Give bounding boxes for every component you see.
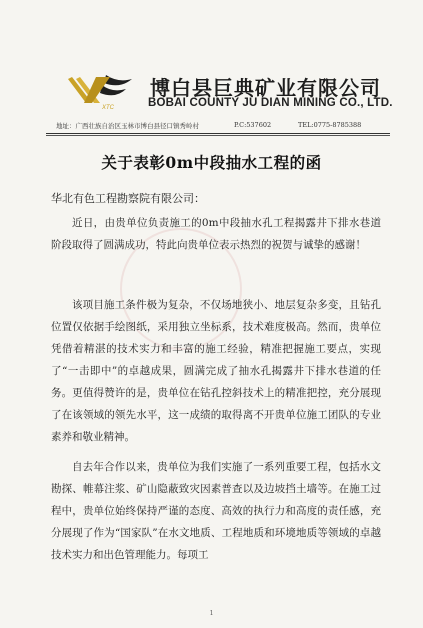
contact-line	[56, 121, 376, 130]
company-logo	[66, 73, 134, 111]
document-title: 关于表彰0m中段抽水工程的函	[101, 153, 322, 172]
paragraph-text: 近日，由贵单位负责施工的0m中段抽水孔工程揭露井下排水巷道阶段取得了圆满成功，特此向贵单位表示热烈的祝贺与诚挚的感谢！	[51, 217, 381, 251]
salutation: 华北有色工程勘察院有限公司：	[51, 192, 205, 205]
company-name-cn: 博白县巨典矿业有限公司	[150, 76, 381, 100]
paragraph-1	[51, 212, 381, 256]
header-rule	[46, 133, 390, 134]
svg-text:XTC: XTC	[102, 105, 114, 111]
paragraph-3	[51, 456, 381, 566]
paragraph-text: 自去年合作以来，贵单位为我们实施了一系列重要工程，包括水文勘探、帷幕注浆、矿山隐蔽致灾因素普查以及边坡挡土墙等。在施工过程中，贵单位始终保持严谨的态度、高效的执行力和高度的责任感，充分展现了作为“国家队”在水文地质、工程地质和环境地质等领域的卓越技术实力和出色管理能力。每项工	[51, 461, 381, 561]
paragraph-text: 该项目施工条件极为复杂，不仅场地狭小、地层复杂多变，且钻孔位置仅依据手绘图纸，采用独立坐标系，技术难度极高。然而，贵单位凭借着精湛的技术实力和丰富的施工经验，精准把握施工要点，实现了“一击即中”的卓越成果，圆满完成了抽水孔揭露井下排水巷道的任务。更值得赞许的是，贵单位在钻孔控斜技术上的精准把控，充分展现了在该领域的领先水平，这一成绩的取得离不开贵单位施工团队的专业素养和敬业精神。	[51, 299, 381, 443]
header-rule-thin	[46, 135, 390, 136]
page-number: 1	[209, 610, 214, 617]
address: 地址：广西壮族自治区玉林市博白县径口镇秀岭村	[56, 122, 199, 130]
postcode: P.C:537602	[234, 121, 272, 129]
paragraph-2	[51, 294, 381, 448]
company-name-en: BOBAI COUNTY JU DIAN MINING CO., LTD.	[148, 97, 393, 109]
telephone: TEL:0775-8785388	[298, 121, 362, 129]
